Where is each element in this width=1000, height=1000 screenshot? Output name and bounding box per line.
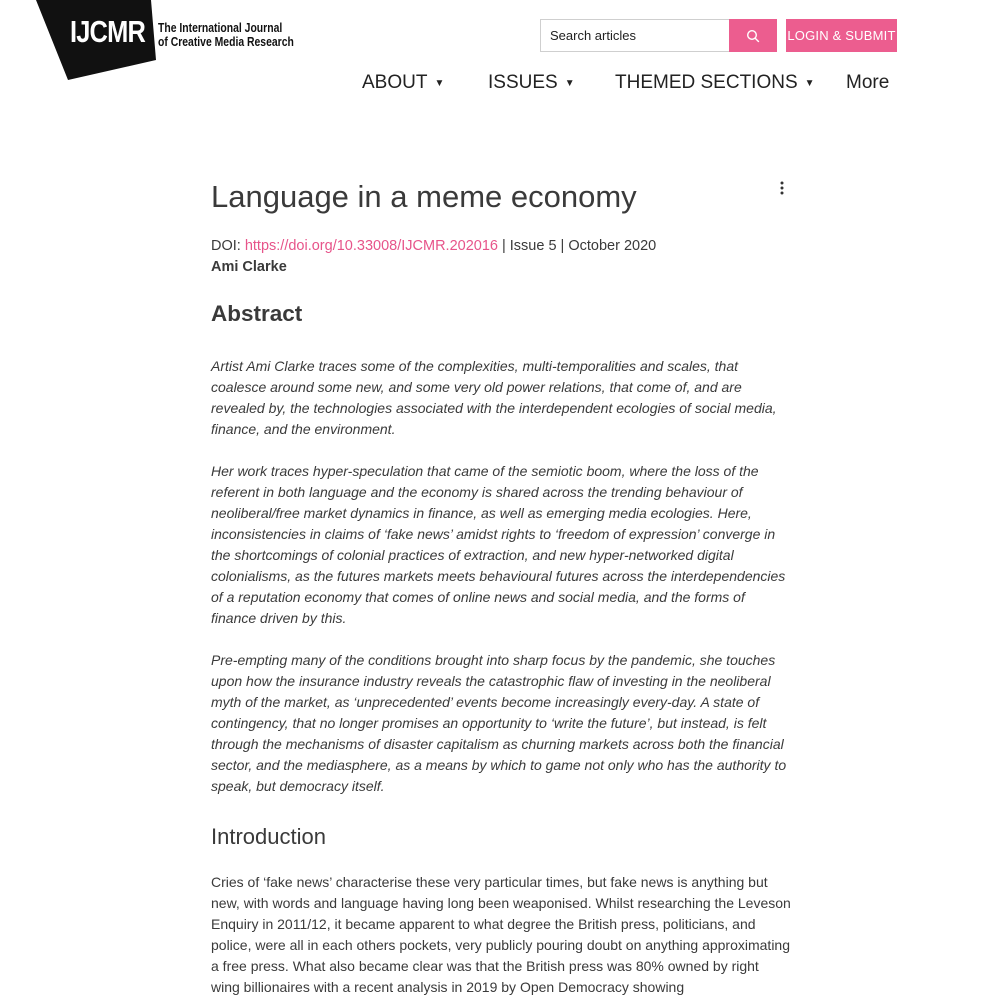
search-button[interactable] (729, 19, 777, 52)
issue-meta: | Issue 5 | October 2020 (497, 238, 657, 254)
doi-label: DOI: (211, 238, 245, 254)
logo-text (158, 21, 294, 49)
abstract-paragraph: Pre-empting many of the conditions brought into sharp focus by the pandemic, she touches upon how the insurance industry reveals the catastrophic flaw of investing in the neoliberal myth of the market, as ‘unprecedented’ events become increasingly every-day. A state of contingency, that no longer promises an opportunity to ‘write the future’, but instead, is felt through the mechanisms of disaster capitalism as churning markets across both the financial sector, and the mediasphere, as a means by which to game not only who has the authority to speak, but democracy itself. (211, 652, 787, 794)
logo-line-2: of Creative Media Research (158, 34, 294, 49)
nav-about-label: ABOUT (362, 72, 428, 93)
article-title: Language in a meme economy (211, 179, 637, 214)
caret-down-icon: ▼ (804, 78, 815, 89)
abstract-paragraph: Her work traces hyper-speculation that came of the semiotic boom, where the loss of the referent in both language and the economy is shared across the trending behaviour of neoliberal/free market dynamics in finance, as well as emerging media ecologies. Here, inconsistencies in claims of ‘fake news’ amidst rights to ‘freedom of expression’ converge in the shortcomings of colonial practices of extraction, and new hyper-networked digital colonialisms, as the futures markets meets behavioural futures across the interdependencies of a reputation economy that comes of online news and social media, and the forms of finance driven by this. (211, 463, 786, 626)
nav-more-label: More (846, 72, 890, 93)
logo-mark: IJCMR (70, 14, 145, 49)
main-nav (0, 71, 1000, 95)
introduction-paragraph: Cries of ‘fake news’ characterise these very particular times, but fake news is anything but new, with words and language having long been weaponised. Whilst researching the Leveson Enquiry in 2011/12, it became apparent to what degree the British press, politicians, and police, were all in each others pockets, very publicly pouring doubt on anything approximating a free press. What also became clear was that the British press was 80% owned by right wing billionaires with a recent analysis in 2019 by Open Democracy showing (211, 874, 791, 995)
site-logo[interactable] (36, 0, 296, 82)
introduction-heading: Introduction (211, 824, 326, 849)
caret-down-icon: ▼ (434, 78, 445, 89)
doi-line (211, 236, 791, 257)
doi-link[interactable]: https://doi.org/10.33008/IJCMR.202016 (244, 238, 498, 254)
article (211, 178, 791, 998)
nav-about[interactable] (362, 71, 444, 96)
login-submit-button[interactable]: LOGIN & SUBMIT (786, 19, 897, 52)
logo-line-1: The International Journal (158, 20, 283, 35)
nav-themed-sections-label: THEMED SECTIONS (615, 72, 798, 93)
search-box (540, 19, 777, 52)
nav-themed-sections[interactable] (615, 71, 815, 96)
nav-more[interactable] (846, 71, 889, 95)
nav-issues[interactable] (488, 71, 575, 96)
search-input[interactable] (541, 20, 729, 51)
nav-issues-label: ISSUES (488, 72, 558, 93)
abstract-paragraph: Artist Ami Clarke traces some of the complexities, multi-temporalities and scales, that coalesce around some new, and some very old power relations, that come of, and are revealed by, the technologies associated with the interdependent ecologies of social media, finance, and the environment. (211, 358, 777, 437)
author-name: Ami Clarke (211, 259, 287, 275)
abstract-heading: Abstract (211, 301, 303, 326)
caret-down-icon: ▼ (564, 78, 575, 89)
search-icon (746, 29, 760, 43)
